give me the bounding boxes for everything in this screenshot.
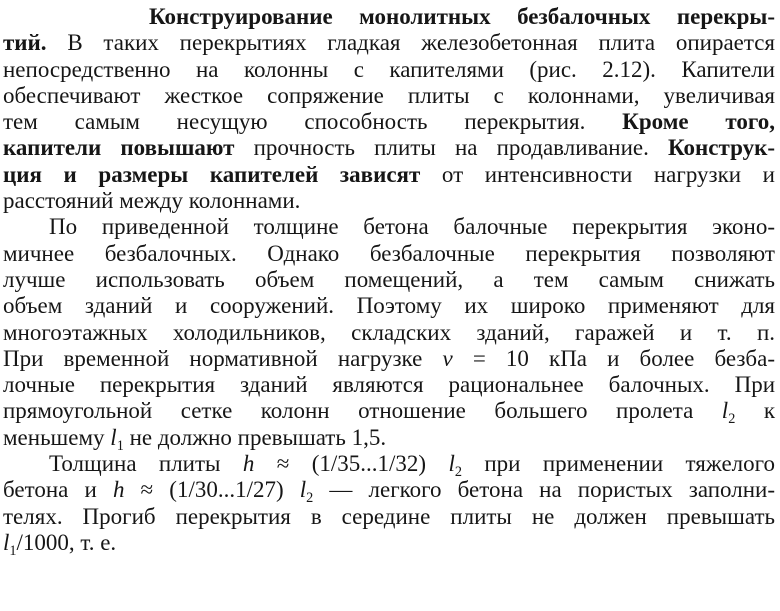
text-line [3,4,775,30]
subscript: 2 [728,411,736,428]
text-run: Толщина плиты [49,451,243,477]
text-line [3,30,775,56]
subscript: 2 [454,464,462,481]
text-line [3,241,775,267]
text-run: расстояний между колоннами. [3,188,301,214]
subscript: 1 [9,542,17,559]
bold-text: капители повышают [3,135,235,161]
text-run: при применении тяжелого [461,451,775,477]
text-run: объем зданий и сооружений. Поэтому их широко применяют для [3,293,775,319]
text-run: мичнее безбалочных. Однако безбалочные перекрытия позволяют [3,240,775,266]
text-run: не должно превышать 1,5. [123,424,387,450]
text-run: = 10 кПа и более безба- [452,345,775,371]
text-line [3,398,775,428]
text-line [3,135,775,161]
text-run: — легкого бетона на пористых заполни- [313,477,775,503]
text-body [3,4,775,559]
text-line [3,162,775,188]
text-line [3,214,775,240]
document-page [3,4,775,608]
text-line [3,320,775,346]
math-variable: h [242,451,255,477]
paragraph [3,4,775,214]
text-run: /1000, т. е. [16,529,117,555]
bold-text: тий. [3,30,47,56]
bold-text: ция и размеры капителей зависят [3,161,421,187]
subscript: 1 [116,437,124,454]
text-run: прочность плиты на продавливание. [234,135,669,161]
text-run: При временной нормативной нагрузке [3,345,443,371]
text-line [3,529,775,559]
math-variable: l [299,477,307,503]
text-run: меньшему [3,424,111,450]
text-run: прямоугольной сетке колонн отношение большего пролета [3,398,722,424]
text-run: тем самым несущую способность перекрытия. [3,109,623,135]
math-variable: v [442,345,453,371]
text-run: ≈ (1/35...1/32) [254,451,449,477]
paragraph [3,451,775,559]
text-line [3,346,775,372]
subscript: 2 [306,490,314,507]
text-run: По приведенной толщине бетона балочные перекрытия эконо- [49,214,775,240]
text-line [3,504,775,530]
math-variable: l [110,424,117,450]
text-line [3,188,775,214]
text-line [3,372,775,398]
text-run: непосредственно на колонны с капителями (рис. 2.12). Капители [3,56,775,82]
text-line [3,83,775,109]
text-run: к [735,398,775,424]
text-run: лучше использовать объем помещений, а тем самым снижать [3,266,775,292]
text-run: бетона и [3,477,113,503]
text-line [3,57,775,83]
math-variable: l [448,451,455,477]
text-line [3,293,775,319]
bold-text: Кроме того, [622,109,775,135]
text-run: обеспечивают жесткое сопряжение плиты с колоннами, увеличивая [3,82,775,108]
text-line [3,267,775,293]
text-run: лочные перекрытия зданий являются рациональнее балочных. При [3,372,775,398]
text-line [3,424,775,454]
paragraph [3,214,775,454]
bold-text: Конструирование монолитных безбалочных перекры- [149,4,775,29]
math-variable: l [721,398,729,424]
text-run: многоэтажных холодильников, складских зданий, гаражей и т. п. [3,319,775,345]
text-line [3,109,775,135]
text-line [3,451,775,481]
text-run: ≈ (1/30...1/27) [124,477,300,503]
bold-text: Конструк- [668,135,775,161]
text-run: от интенсивности нагрузки и [420,161,775,187]
math-variable: l [3,529,10,555]
text-run: В таких перекрытиях гладкая железобетонная плита опирается [46,30,775,56]
text-run: телях. Прогиб перекрытия в середине плиты не должен превышать [3,503,775,529]
text-line [3,477,775,507]
math-variable: h [112,477,125,503]
